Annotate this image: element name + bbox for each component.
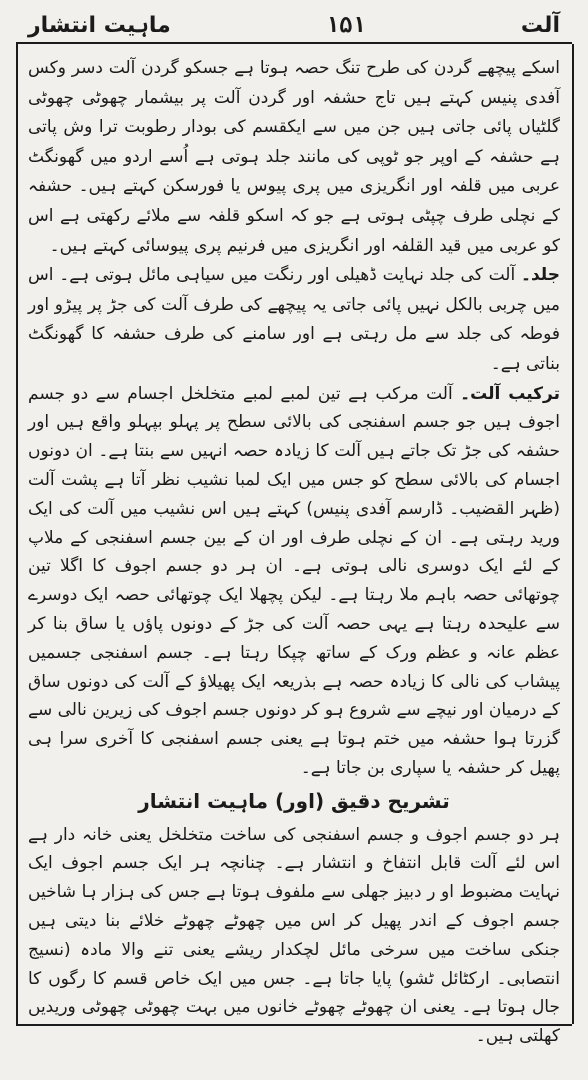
- paragraph-erection: ہر دو جسم اجوف و جسم اسفنجی کی ساخت متخلخل یعنی خانہ دار ہے اس لئے آلت قابل انتفاخ و انتشار ہے۔ چنانچہ ہر ایک جسم اجوف ایک نہایت مضبوط او ر دبیز جھلی سے ملفوف ہوتا ہے جس کی ہزار ہا شاخیں جسم اجوف کے اندر پھیل کر اس میں چھوٹے چھوٹے خلائے بنا دیتی ہیں جنکی ساخت میں سرخی مائل لچکدار ریشے یعنی تنے والا مادہ (نسیج انتصابی۔ ارکٹائل ٹشو) پایا جاتا ہے۔ جس میں ایک خاص قسم کا رگوں کا جال ہوتا ہے۔ یعنی ان چھوٹے چھوٹے خانوں میں بہت چھوٹی چھوٹی وریدیں کھلتی ہیں۔: [28, 824, 560, 1047]
- paragraph-glans-neck: اسکے پیچھے گردن کی طرح تنگ حصہ ہوتا ہے جسکو گردن آلت دسر وکس آفدی پنیس کہتے ہیں تاج حشفہ اور گردن آلت پر بیشمار چھوٹی چھوٹی گلٹیاں پائی جاتی ہیں جن میں سے ایکقسم کی بودار رطوبت ترا وش پاتی ہے حشفہ کے اوپر جو ٹوپی کی مانند جلد ہوتی ہے اُسے اردو میں گھونگٹ عربی میں قلفہ اور انگریزی میں پری پیوس یا فورسکن کہتے ہیں۔ حشفہ کے نچلی طرف چپٹی ہوتی ہے جو کہ اسکو قلفہ سے ملائے رکھتی ہے اس کو عربی میں قید القلفہ اور انگریزی میں فرنیم پری پیوسائی کہتے ہیں۔: [28, 58, 560, 256]
- bottom-margin: [16, 1026, 572, 1076]
- header-chapter-title: آلت: [520, 12, 560, 38]
- section-heading: تشریح دقیق (اور) ماہیت انتشار: [138, 788, 450, 813]
- paragraph-skin: [28, 261, 560, 379]
- body-text: [28, 54, 561, 1047]
- header-section-title: ماہیت انتشار: [28, 12, 171, 38]
- paragraph-skin-lead: جلد۔: [521, 265, 560, 286]
- paragraph-structure-text: آلت مرکب ہے تین لمبے لمبے متخلخل اجسام سے دو جسم اجوف ہیں جو جسم اسفنجی کی بالائی سطح پر پہلو بپہلو واقع ہیں اور حشفہ کی جڑ تک جاتے ہیں آلت کا زیادہ حصہ انہیں سے بنتا ہے۔ ان دونوں اجسام کی بالائی سطح کو جس میں ایک لمبا نشیب نظر آتا ہے پشت آلت (ظہر القضیب۔ ڈارسم آفدی پنیس) کہتے ہیں اس نشیب میں آلت کی ایک ورید رہتی ہے۔ ان کے نچلی طرف اور ان کے بین جسم اسفنجی کے ملاپ کے لئے ایک دوسری نالی ہوتی ہے۔ ان ہر دو جسم اجوف کا اگلا تین چوتھائی حصہ باہم ملا رہتا ہے۔ لیکن پچھلا ایک چوتھائی حصہ ایک دوسرے سے علیحدہ رہتا ہے یہی حصہ آلت کی جڑ کے دونوں پاؤں یا ساق بنا کر عظم عانہ و عظم ورک کے ساتھ چپکا رہتا ہے۔ جسم اسفنجی جسمیں پیشاب کی نالی کا زیادہ حصہ ہے بذریعہ ایک پھیلاؤ کے آلت کی دونوں ساق کے درمیان اور نیچے سے شروع ہو کر دونوں جسم اجوف کی زیرین نالی سے گزرتا ہوا حشفہ میں ختم ہوتا ہے یعنی جسم اسفنجی کا آخری سرا ہی پھیل کر حشفہ یا سپاری بن جاتا ہے۔: [28, 383, 560, 778]
- page-number: ۱۵۱: [325, 12, 366, 38]
- paragraph-skin-text: آلت کی جلد نہایت ڈھیلی اور رنگت میں سیاہی مائل ہوتی ہے۔ اس میں چربی بالکل نہیں پائی جاتی یہ پیچھے کی طرف آلت کی جڑ پر پیڑو اور فوطہ کی جلد سے مل رہتی ہے اور سامنے کی طرف حشفہ کا گھونگٹ بناتی ہے۔: [28, 265, 560, 374]
- paragraph-structure-lead: ترکیب آلت۔: [460, 383, 561, 404]
- paragraph-structure: [28, 380, 560, 783]
- running-header: [14, 10, 570, 40]
